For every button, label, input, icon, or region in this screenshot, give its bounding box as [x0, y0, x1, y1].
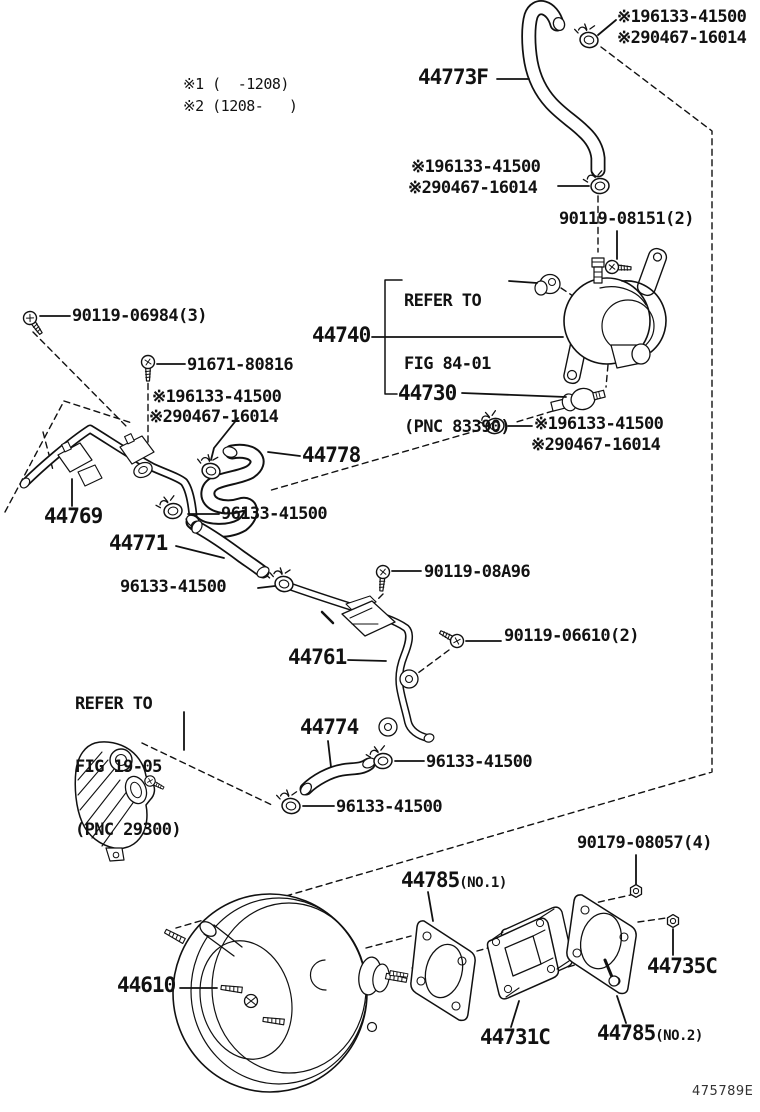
- ref-label-top-2: ※290467-16014: [617, 28, 747, 48]
- legend-note-2: ※2 (1208- ): [183, 97, 298, 115]
- bolt-90119-08151-icon: [605, 260, 631, 275]
- legend-note-1: ※1 ( -1208): [183, 75, 289, 93]
- part-label-44785-no1: [401, 869, 507, 892]
- part-label-44769: 44769: [44, 504, 103, 528]
- part-number: 44785: [597, 1021, 656, 1045]
- screw-90119-08a96-icon: [375, 565, 390, 592]
- part-label-90179-08057: 90179-08057(4): [577, 833, 712, 853]
- part-label-44774: 44774: [300, 715, 359, 739]
- figure-code: 475789E: [692, 1084, 754, 1099]
- refer-fig84-line3: (PNC 83390): [404, 417, 510, 437]
- hose-44774: [298, 756, 376, 797]
- part-number-suffix: (NO.2): [655, 1028, 703, 1044]
- part-label-44735c: 44735C: [647, 954, 717, 978]
- bolt-90119-06610-icon: [437, 626, 466, 649]
- part-label-44730: 44730: [398, 381, 457, 405]
- ref-label-top-1: ※196133-41500: [617, 7, 747, 27]
- part-label-44761: 44761: [288, 645, 347, 669]
- ref-label-left-1: ※196133-41500: [152, 387, 282, 407]
- part-label-90119-06984: 90119-06984(3): [72, 306, 207, 326]
- part-label-44610: 44610: [117, 973, 176, 997]
- part-label-91671-80816: 91671-80816: [187, 355, 293, 375]
- ref-label-right-2: ※290467-16014: [531, 435, 661, 455]
- part-label-96133-b: 96133-41500: [120, 577, 226, 597]
- refer-fig19-line2: FIG 19-05: [75, 757, 162, 777]
- booster-fitting-stud-icon: [164, 929, 185, 944]
- hose-clamp-icon: [274, 788, 303, 814]
- hose-clamp-icon: [267, 566, 296, 593]
- refer-fig19-line1: REFER TO: [75, 694, 153, 714]
- part-label-90119-06610: 90119-06610(2): [504, 626, 639, 646]
- check-valve: [549, 383, 606, 416]
- part-label-90119-08151: 90119-08151(2): [559, 209, 694, 229]
- part-number-suffix: (NO.1): [459, 875, 507, 891]
- part-label-90119-08a96: 90119-08A96: [424, 562, 530, 582]
- pipe-44769: [18, 429, 193, 516]
- spacer-44731c: [488, 907, 573, 999]
- gasket-44785-no1: [390, 921, 475, 1021]
- gasket-44785-no2: [567, 895, 636, 994]
- refer-note-fig84: [404, 249, 510, 480]
- part-label-96133-d: 96133-41500: [336, 797, 442, 817]
- hose-clamp-icon: [572, 22, 601, 48]
- screw-91671-80816-icon: [142, 356, 155, 382]
- refer-note-fig19: [75, 652, 181, 883]
- nut-90179-08057-icon: [631, 885, 642, 898]
- ref-label-mid-1: ※196133-41500: [411, 157, 541, 177]
- union-fitting-icon: [535, 275, 560, 296]
- nut-44735c-icon: [668, 915, 679, 928]
- part-label-44773f: 44773F: [418, 65, 488, 89]
- part-label-96133-c: 96133-41500: [426, 752, 532, 772]
- refer-fig84-line1: REFER TO: [404, 291, 482, 311]
- part-label-44740: 44740: [312, 323, 371, 347]
- hose-clamp-icon: [155, 495, 183, 521]
- ref-label-right-1: ※196133-41500: [534, 414, 664, 434]
- part-label-44771: 44771: [109, 531, 168, 555]
- part-label-96133-a: 96133-41500: [221, 504, 327, 524]
- refer-fig84-line2: FIG 84-01: [404, 354, 491, 374]
- part-number: 44785: [401, 868, 460, 892]
- vacuum-tank-44730: [563, 246, 669, 384]
- refer-fig19-line3: (PNC 29300): [75, 820, 181, 840]
- brake-booster-44610: [164, 894, 407, 1092]
- ref-label-mid-2: ※290467-16014: [408, 178, 538, 198]
- ref-label-left-2: ※290467-16014: [149, 407, 279, 427]
- part-label-44785-no2: [597, 1022, 703, 1045]
- part-label-44778: 44778: [302, 443, 361, 467]
- part-label-44731c: 44731C: [480, 1025, 550, 1049]
